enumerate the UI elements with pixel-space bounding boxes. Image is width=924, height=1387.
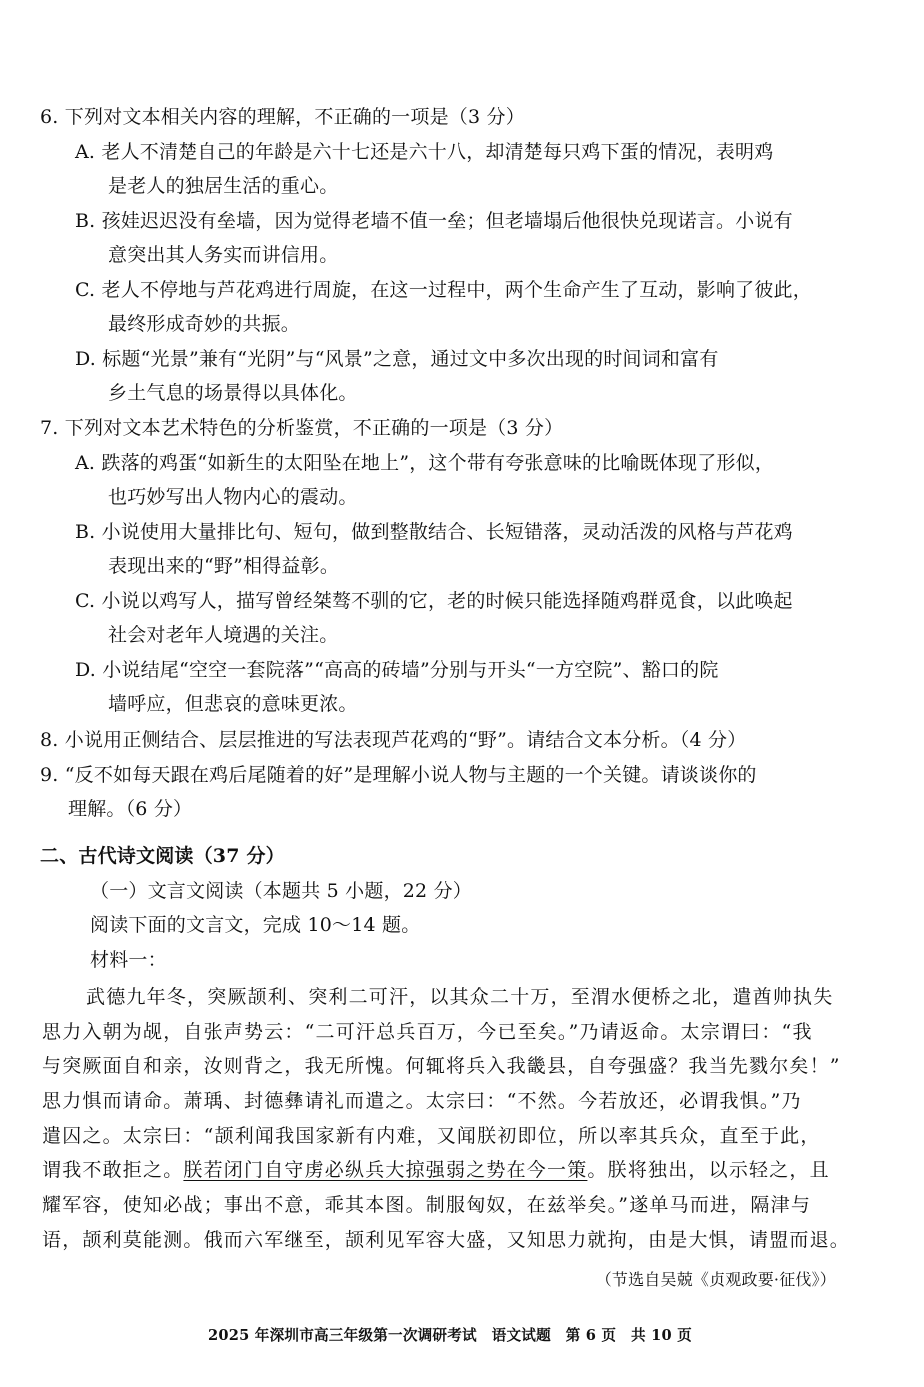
question-6-option-b: B. 孩娃迟迟没有垒墙，因为觉得老墙不值一垒；但老墙塌后他很快兑现诺言。小说有 [75, 210, 793, 232]
question-6-stem: 6. 下列对文本相关内容的理解，不正确的一项是（3 分） [40, 106, 525, 128]
question-7-option-d: D. 小说结尾“空空一套院落”“高高的砖墙”分别与开头“一方空院”、豁口的院 [75, 659, 719, 681]
question-7-option-c: C. 小说以鸡写人，描写曾经桀骜不驯的它，老的时候只能选择随鸡群觅食，以此唤起 [75, 590, 793, 612]
question-7-option-b: B. 小说使用大量排比句、短句，做到整散结合、长短错落，灵动活泼的风格与芦花鸡 [75, 521, 793, 543]
question-8: 8. 小说用正侧结合、层层推进的写法表现芦花鸡的“野”。请结合文本分析。（4 分） [40, 729, 747, 751]
reading-instruction: 阅读下面的文言文，完成 10～14 题。 [90, 914, 421, 936]
question-7-option-a-cont: 也巧妙写出人物内心的震动。 [108, 486, 358, 508]
subsection-1-heading: （一）文言文阅读（本题共 5 小题，22 分） [90, 880, 472, 902]
passage-text: 。朕将独出，以示轻之，且 [587, 1159, 830, 1181]
question-6-option-a-cont: 是老人的独居生活的重心。 [108, 175, 339, 197]
passage-line: 耀军容，使知必战；事出不意，乖其本图。制服匈奴，在兹举矣。”遂单马而进，隔津与 [42, 1194, 812, 1216]
question-6-option-b-cont: 意突出其人务实而讲信用。 [108, 244, 339, 266]
question-7-option-b-cont: 表现出来的“野”相得益彰。 [108, 555, 340, 577]
page-footer: 2025 年深圳市高三年级第一次调研考试 语文试题 第 6 页 共 10 页 [208, 1326, 692, 1344]
material-1-label: 材料一： [90, 949, 167, 971]
question-6-option-c: C. 老人不停地与芦花鸡进行周旋，在这一过程中，两个生命产生了互动，影响了彼此， [75, 279, 812, 301]
passage-line: 思力惧而请命。萧瑀、封德彝请礼而遣之。太宗曰：“不然。今若放还，必谓我惧。”乃 [42, 1090, 802, 1112]
passage-line: 遣囚之。太宗曰：“颉利闻我国家新有内难，又闻朕初即位，所以率其兵众，直至于此， [42, 1125, 821, 1147]
question-6-option-c-cont: 最终形成奇妙的共振。 [108, 313, 301, 335]
passage-line: 思力入朝为觇，自张声势云：“二可汗总兵百万，今已至矣。”乃请返命。太宗谓曰：“我 [42, 1021, 813, 1043]
passage-line: 武德九年冬，突厥颉利、突利二可汗，以其众二十万，至渭水便桥之北，遣酋帅执失 [86, 986, 834, 1008]
passage-line: 语，颉利莫能测。俄而六军继至，颉利见军容大盛，又知思力就拘，由是大惧，请盟而退。 [42, 1229, 851, 1251]
question-6-option-d: D. 标题“光景”兼有“光阴”与“风景”之意，通过文中多次出现的时间词和富有 [75, 348, 719, 370]
passage-source: （节选自吴兢《贞观政要·征伐》） [595, 1270, 836, 1289]
question-6-option-a: A. 老人不清楚自己的年龄是六十七还是六十八，却清楚每只鸡下蛋的情况，表明鸡 [75, 141, 774, 163]
question-7-option-a: A. 跌落的鸡蛋“如新生的太阳坠在地上”，这个带有夸张意味的比喻既体现了形似， [75, 452, 775, 474]
passage-line: 与突厥面自和亲，汝则背之，我无所愧。何辄将兵入我畿县，自夸强盛？我当先戮尔矣！” [42, 1055, 841, 1077]
section-2-heading: 二、古代诗文阅读（37 分） [40, 845, 285, 867]
question-7-option-d-cont: 墙呼应，但悲哀的意味更浓。 [108, 693, 358, 715]
question-7-stem: 7. 下列对文本艺术特色的分析鉴赏，不正确的一项是（3 分） [40, 417, 564, 439]
question-7-option-c-cont: 社会对老年人境遇的关注。 [108, 624, 339, 646]
passage-line-with-underline [42, 1158, 830, 1182]
question-6-option-d-cont: 乡土气息的场景得以具体化。 [108, 382, 358, 404]
question-9-cont: 理解。（6 分） [68, 798, 193, 820]
passage-text: 谓我不敢拒之。 [42, 1159, 184, 1181]
question-9: 9. “反不如每天跟在鸡后尾随着的好”是理解小说人物与主题的一个关键。请谈谈你的 [40, 764, 757, 786]
underlined-sentence: 朕若闭门自守虏必纵兵大掠强弱之势在今一策 [183, 1159, 588, 1181]
